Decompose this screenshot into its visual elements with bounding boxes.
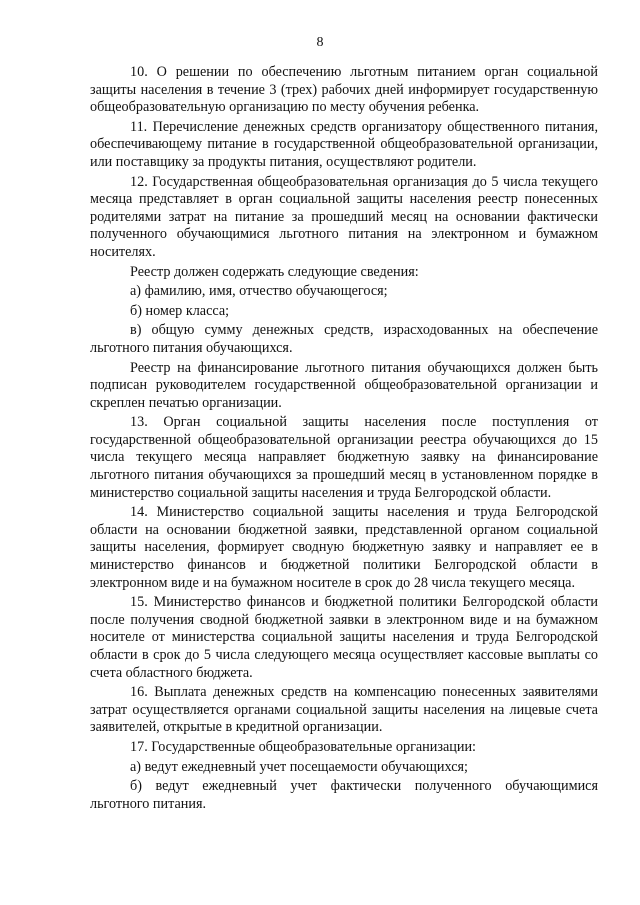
document-body (90, 64, 598, 813)
paragraph-16: 16. Выплата денежных средств на компенсацию понесенных заявителями затрат осуществляется органами социальной защиты населения на лицевые счета заявителей, открытые в кредитной организации. (90, 684, 598, 736)
paragraph-registry-signature: Реестр на финансирование льготного питания обучающихся должен быть подписан руководителем государственной общеобразовательной организации и скреплен печатью организации. (90, 359, 598, 411)
list-item-a: а) фамилию, имя, отчество обучающегося; (130, 283, 388, 300)
paragraph-14: 14. Министерство социальной защиты населения и труда Белгородской области на основании бюджетной заявки, представленной органом социальной защиты населения, формирует сводную бюджетную заявку и направляет ее в министерство финансов и бюджетной политики Белгородской области в электронном виде и на бумажном носителе в срок до 28 числа текущего месяца. (90, 504, 598, 591)
list-item-v: в) общую сумму денежных средств, израсходованных на обеспечение льготного питания обучающихся. (90, 322, 598, 356)
page-number: 8 (316, 35, 324, 50)
list-item-b: б) номер класса; (130, 302, 230, 319)
list-item-17a: а) ведут ежедневный учет посещаемости обучающихся; (130, 758, 468, 775)
paragraph-17: 17. Государственные общеобразовательные организации: (130, 738, 476, 755)
paragraph-12: 12. Государственная общеобразовательная организация до 5 числа текущего месяца представляет в орган социальной защиты населения реестр понесенных родителями затрат на питание за прошедший месяц на основании фактически полученного обучающимися льготного питания на электронном и бумажном носителях. (90, 173, 598, 260)
paragraph-11: 11. Перечисление денежных средств организатору общественного питания, обеспечивающему питание в государственной общеобразовательной организации, или поставщику за продукты питания, осуществляют родители. (90, 118, 598, 170)
paragraph-13: 13. Орган социальной защиты населения после поступления от государственной общеобразовательной организации реестра обучающихся до 15 числа текущего месяца направляет бюджетную заявку на финансирование льготного питания обучающихся за прошедший месяц в установленном порядке в министерство социальной защиты населения и труда Белгородской области. (90, 414, 598, 501)
paragraph-10: 10. О решении по обеспечению льготным питанием орган социальной защиты населения в течение 3 (трех) рабочих дней информирует государственную общеобразовательную организацию по месту обучения ребенка. (90, 64, 598, 116)
list-item-17b: б) ведут ежедневный учет фактически полученного обучающимися льготного питания. (90, 778, 598, 812)
paragraph-15: 15. Министерство финансов и бюджетной политики Белгородской области после получения сводной бюджетной заявки в электронном виде и на бумажном носителе от министерства социальной защиты населения и труда Белгородской области в срок до 5 числа следующего месяца осуществляет кассовые выплаты со счета областного бюджета. (90, 594, 598, 681)
paragraph-registry-intro: Реестр должен содержать следующие сведения: (130, 263, 419, 280)
